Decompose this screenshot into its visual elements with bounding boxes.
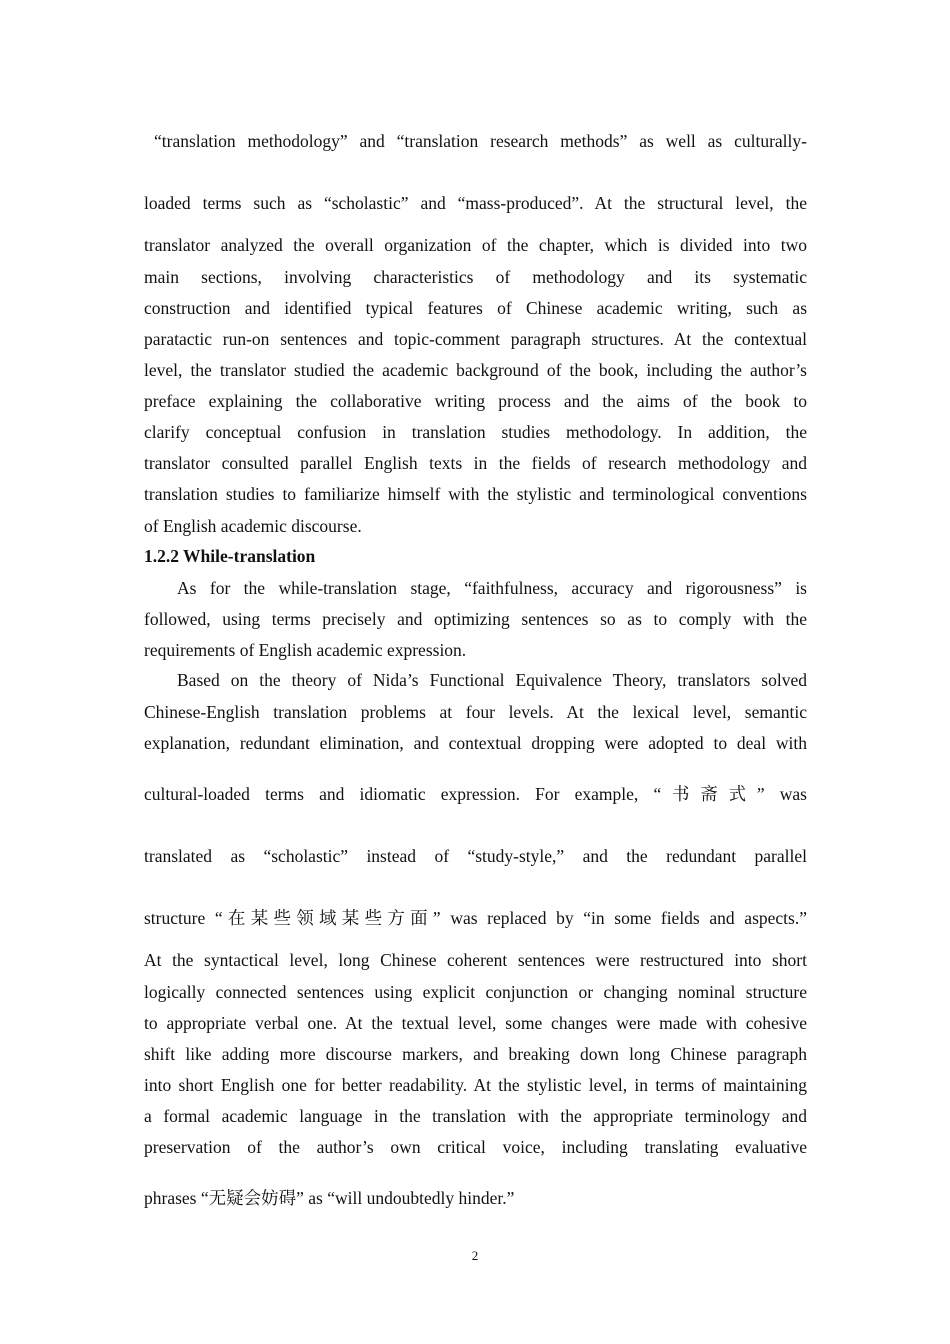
text-line: loaded terms such as “scholastic” and “mass-produced”. At the structural level, the bbox=[144, 193, 807, 213]
text-line: translated as “scholastic” instead of “study-style,” and the redundant parallel bbox=[144, 846, 807, 866]
text-line: level, the translator studied the academic background of the book, including the author’s bbox=[144, 360, 807, 380]
text-line: preface explaining the collaborative writing process and the aims of the book to bbox=[144, 391, 807, 411]
text-line: shift like adding more discourse markers, and breaking down long Chinese paragraph bbox=[144, 1044, 807, 1064]
text-line: requirements of English academic expression. bbox=[144, 640, 467, 660]
text-line: At the syntactical level, long Chinese coherent sentences were restructured into short bbox=[144, 950, 807, 970]
text-line: of English academic discourse. bbox=[144, 516, 362, 536]
text-line: “translation methodology” and “translation research methods” as well as culturally- bbox=[154, 131, 807, 151]
text-line: a formal academic language in the translation with the appropriate terminology and bbox=[144, 1106, 807, 1126]
text-line: followed, using terms precisely and optimizing sentences so as to comply with the bbox=[144, 609, 807, 629]
text-line: clarify conceptual confusion in translation studies methodology. In addition, the bbox=[144, 422, 807, 442]
text-line: Chinese-English translation problems at four levels. At the lexical level, semantic bbox=[144, 702, 807, 722]
section-heading: 1.2.2 While-translation bbox=[144, 546, 316, 566]
text-line: phrases “无疑会妨碍” as “will undoubtedly hinder.” bbox=[144, 1188, 515, 1208]
text-line: explanation, redundant elimination, and contextual dropping were adopted to deal with bbox=[144, 733, 807, 753]
text-line: to appropriate verbal one. At the textual level, some changes were made with cohesive bbox=[144, 1013, 807, 1033]
text-line: translator consulted parallel English texts in the fields of research methodology and bbox=[144, 453, 807, 473]
text-line: As for the while-translation stage, “faithfulness, accuracy and rigorousness” is bbox=[177, 578, 807, 598]
text-line: main sections, involving characteristics of methodology and its systematic bbox=[144, 267, 807, 287]
text-line: structure “在某些领域某些方面” was replaced by “in some fields and aspects.” bbox=[144, 908, 807, 928]
page-number: 2 bbox=[471, 1248, 479, 1263]
text-line: paratactic run-on sentences and topic-comment paragraph structures. At the contextual bbox=[144, 329, 807, 349]
text-line: cultural-loaded terms and idiomatic expression. For example, “书斋式” was bbox=[144, 784, 807, 804]
text-line: translation studies to familiarize himself with the stylistic and terminological conventions bbox=[144, 484, 807, 504]
text-line: Based on the theory of Nida’s Functional Equivalence Theory, translators solved bbox=[177, 670, 807, 690]
text-line: construction and identified typical features of Chinese academic writing, such as bbox=[144, 298, 807, 318]
text-line: preservation of the author’s own critical voice, including translating evaluative bbox=[144, 1137, 807, 1157]
text-line: into short English one for better readability. At the stylistic level, in terms of maintaining bbox=[144, 1075, 807, 1095]
text-line: translator analyzed the overall organization of the chapter, which is divided into two bbox=[144, 235, 807, 255]
text-line: logically connected sentences using explicit conjunction or changing nominal structure bbox=[144, 982, 807, 1002]
